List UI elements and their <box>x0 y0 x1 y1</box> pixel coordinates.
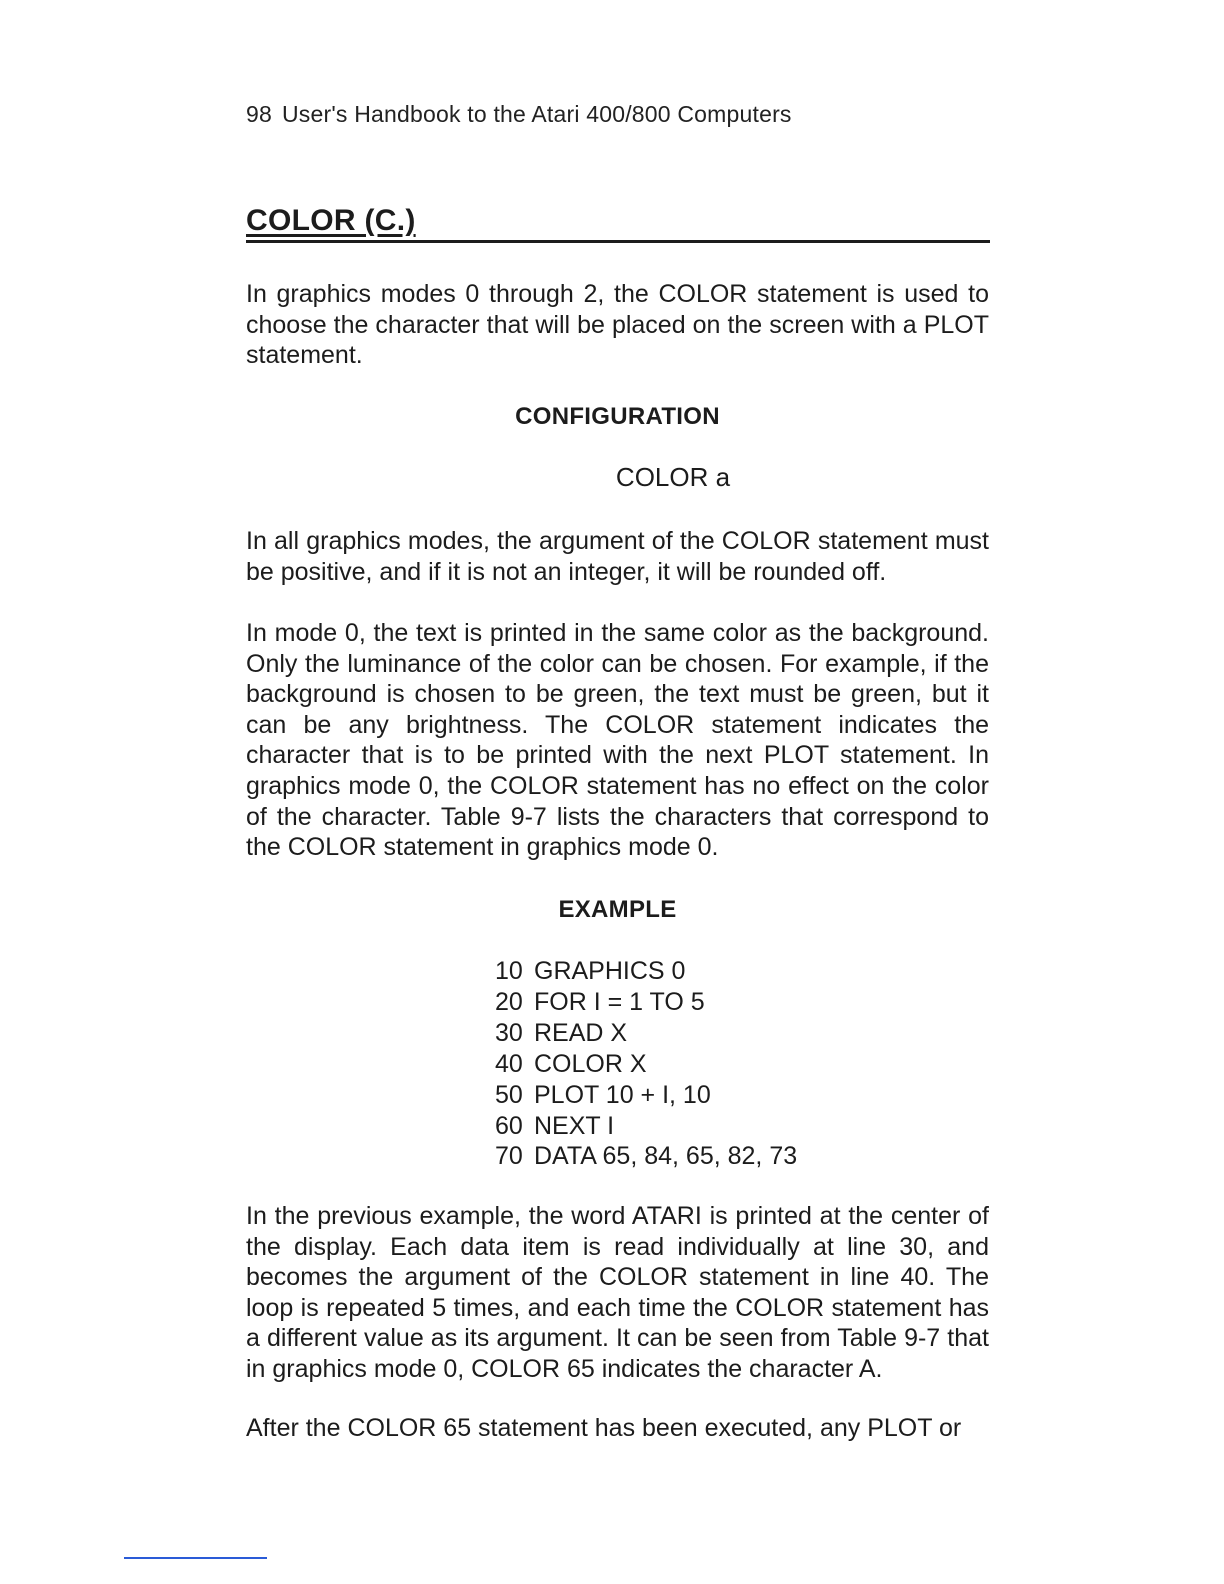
book-title: User's Handbook to the Atari 400/800 Computers <box>281 101 792 127</box>
line-code: GRAPHICS 0 <box>534 957 686 985</box>
argument-paragraph: In all graphics modes, the argument of the COLOR statement must be positive, and if it is not an integer, it will be rounded off. <box>246 527 989 586</box>
code-line <box>495 1111 797 1142</box>
line-code: FOR I = 1 TO 5 <box>534 987 705 1016</box>
explanation-paragraph: In the previous example, the word ATARI is printed at the center of the display. Each data item is read individually at line 30, and becomes the argument of the COLOR statement in line 40. The loop is repeated 5 times, and each time the COLOR statement has a different value as its argument. It can be seen from Table 9-7 that in graphics mode 0, COLOR 65 indicates the character A. <box>246 1202 989 1383</box>
line-code: COLOR X <box>534 1049 647 1078</box>
line-number: 70 <box>495 1142 523 1171</box>
section-title-text: COLOR (C.) <box>246 204 416 237</box>
example-heading: EXAMPLE <box>558 896 677 923</box>
intro-paragraph: In graphics modes 0 through 2, the COLOR statement is used to choose the character that will be placed on the screen with a PLOT statement. <box>246 280 989 370</box>
line-code: PLOT 10 + I, 10 <box>534 1080 711 1109</box>
line-number: 60 <box>495 1111 523 1140</box>
code-line <box>495 1080 797 1111</box>
page-number: 98 <box>246 101 272 127</box>
mode0-paragraph: In mode 0, the text is printed in the same color as the background. Only the luminance of the color can be chosen. For example, if the background is chosen to be green, the text must be green, but it can be any brightness. The COLOR statement indicates the character that is to be printed with the next PLOT statement. In graphics mode 0, the COLOR statement has no effect on the color of the character. Table 9-7 lists the characters that correspond to the COLOR statement in graphics mode 0. <box>246 619 989 862</box>
footer-rule <box>124 1557 267 1559</box>
line-number: 50 <box>495 1080 523 1109</box>
line-code: NEXT I <box>534 1111 615 1140</box>
configuration-heading: CONFIGURATION <box>515 403 720 430</box>
line-code: READ X <box>534 1018 628 1047</box>
line-number: 30 <box>495 1018 523 1047</box>
line-number: 20 <box>495 987 523 1016</box>
code-listing <box>495 956 797 1172</box>
line-code: DATA 65, 84, 65, 82, 73 <box>534 1142 798 1171</box>
after-paragraph: After the COLOR 65 statement has been executed, any PLOT or <box>246 1414 962 1442</box>
section-title <box>246 204 990 243</box>
running-head <box>246 101 792 128</box>
line-number: 10 <box>495 957 523 985</box>
line-number: 40 <box>495 1049 523 1078</box>
code-line <box>495 987 797 1018</box>
code-line <box>495 1049 797 1080</box>
code-line <box>495 1141 797 1172</box>
code-line <box>495 1018 797 1049</box>
syntax-line: COLOR a <box>615 462 731 492</box>
code-line <box>495 956 797 987</box>
